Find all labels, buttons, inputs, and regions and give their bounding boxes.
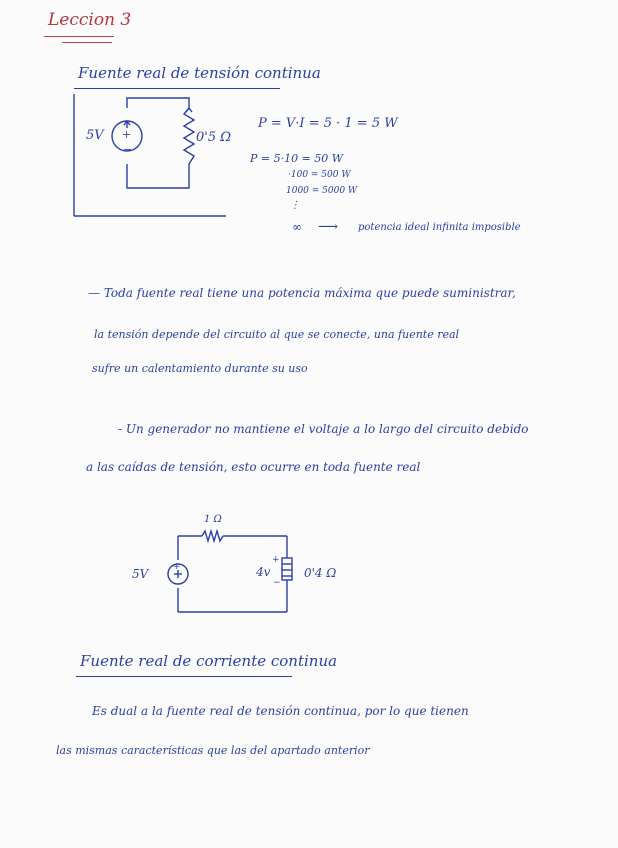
power-eq-4: 1000 = 5000 W <box>286 186 358 196</box>
arrow-icon: ⟶ <box>318 219 339 235</box>
note2-line2: a las caídas de tensión, esto ocurre en toda fuente real <box>86 460 421 474</box>
infinity-symbol: ∞ <box>292 220 302 234</box>
section2-line2: las mismas características que las del apartado anterior <box>56 744 370 757</box>
circuit2-load-plus: + <box>272 555 280 565</box>
circuit1-resistor <box>184 108 194 164</box>
section1-title: Fuente real de tensión continua <box>78 64 321 82</box>
infinity-note: potencia ideal infinita imposible <box>358 222 521 233</box>
circuit2-load-voltage: 4v <box>256 565 271 579</box>
section2-line1: Es dual a la fuente real de tensión continua, por lo que tienen <box>92 704 469 718</box>
circuit2-source-label: 5V <box>132 567 149 581</box>
circuit1-loop <box>127 98 189 188</box>
circuit1-source-label: 5V <box>86 128 104 143</box>
circuit2-load-minus: − <box>273 578 281 588</box>
note1-line3: sufre un calentamiento durante su uso <box>92 362 308 375</box>
circuit2-load-label: 0'4 Ω <box>304 566 337 580</box>
power-dots: ⋮ <box>290 200 300 211</box>
circuit1-plus: + <box>122 128 132 141</box>
note1-line2: la tensión depende del circuito al que se conecte, una fuente real <box>94 328 460 341</box>
power-eq-1: P = V·I = 5 · 1 = 5 W <box>258 116 398 131</box>
circuit2-load-resistor <box>282 558 292 580</box>
section2-title-underline <box>76 676 292 677</box>
heading-underline <box>44 36 114 37</box>
section2-title: Fuente real de corriente continua <box>80 652 338 670</box>
circuit-diagram-2 <box>170 530 295 620</box>
circuit1-minus: − <box>123 143 133 156</box>
circuit2-source-plus: + <box>173 562 181 572</box>
power-eq-2: P = 5·10 = 50 W <box>250 152 344 165</box>
section1-title-underline <box>74 88 280 89</box>
circuit2-series-resistor <box>202 531 223 541</box>
note2-line1: - Un generador no mantiene el voltaje a lo largo del circuito debido <box>118 422 529 436</box>
circuit-diagram-1 <box>70 92 230 222</box>
circuit1-resistor-label: 0'5 Ω <box>196 130 232 145</box>
power-eq-3: ·100 = 500 W <box>288 170 351 180</box>
note1-line1: — Toda fuente real tiene una potencia máxima que puede suministrar, <box>88 286 516 300</box>
heading-underline-2 <box>62 42 112 43</box>
page-heading: Leccion 3 <box>48 10 132 30</box>
circuit2-resistor-top-label: 1 Ω <box>204 514 222 525</box>
